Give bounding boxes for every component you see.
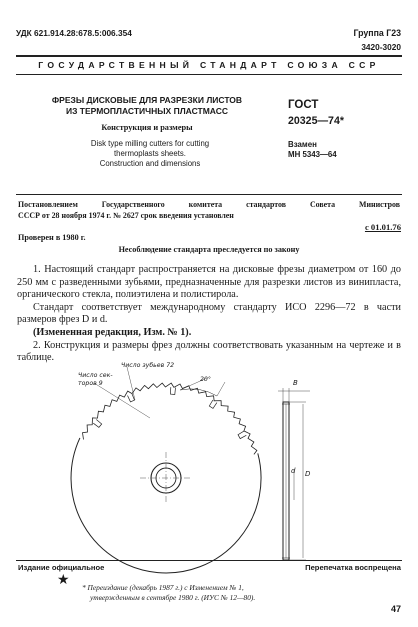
footer-rule (16, 560, 402, 561)
dim-label-D: D (305, 470, 311, 478)
sector-slot (170, 387, 175, 394)
official-edition: Издание официальное (18, 563, 105, 572)
title-ru-line1: ФРЕЗЫ ДИСКОВЫЕ ДЛЯ РАЗРЕЗКИ ЛИСТОВ (51, 95, 243, 105)
okp-code: 3420-3020 (361, 42, 401, 52)
paragraph-amendment: (Измененная редакция, Изм. № 1). (33, 326, 192, 338)
teeth-profile (83, 383, 257, 454)
decree-line1: Постановлением Государственного комитета стандартов Совета Министров (18, 200, 400, 209)
reprint-prohibited: Перепечатка воспрещена (305, 563, 401, 572)
sector-slot (93, 420, 101, 428)
star-icon: ★ (57, 572, 70, 588)
title-ru-line2: ИЗ ТЕРМОПЛАСТИЧНЫХ ПЛАСТМАСС (65, 106, 228, 116)
gost-number: 20325—74* (288, 115, 344, 127)
teeth-leader-line (127, 367, 135, 400)
title-en-line1: Disk type milling cutters for cutting (90, 139, 210, 148)
state-standard-heading: ГОСУДАРСТВЕННЫЙ СТАНДАРТ СОЮЗА ССР (38, 60, 380, 70)
footnote-line1: * Переиздание (декабрь 1987 г.) с Изменением № 1, (82, 583, 244, 592)
sector-slot (128, 394, 135, 402)
title-en-line3: Construction and dimensions (99, 159, 201, 168)
sector-slot (238, 431, 246, 439)
angle-line-2 (217, 382, 225, 396)
cutter-teeth (83, 383, 257, 454)
page-number: 47 (390, 604, 401, 614)
decree-line2: СССР от 28 ноября 1974 г. № 2627 срок введения установлен (18, 210, 234, 220)
checked-note: Проверен в 1980 г. (18, 233, 86, 242)
effective-date: с 01.01.76 (364, 222, 401, 232)
gost-label: ГОСТ (288, 99, 319, 111)
paragraph-1: 1. Настоящий стандарт распространяется на дисковые фрезы диаметром от 160 до 250 мм с разведенными зубьями, предназначенные для разрезки листов из винипласта, органического стекла, полиэтилена и полистирола. (17, 264, 401, 301)
sectors-label-line2: торов 9 (78, 380, 103, 387)
udk-code: УДК 621.914.28:678.5:006.354 (16, 28, 132, 38)
sectors-leader-line (94, 383, 150, 418)
title-en-line2: thermoplasts sheets. (114, 149, 186, 158)
replaces-label: Взамен (288, 140, 317, 149)
legal-warning: Несоблюдение стандарта преследуется по закону (118, 245, 300, 254)
cutter-front-view (71, 367, 261, 573)
sector-slot (209, 400, 217, 408)
group-code: Группа Г23 (353, 28, 401, 38)
replaces-standard: МН 5343—64 (288, 150, 337, 159)
sectors-count-label (78, 372, 113, 388)
paragraph-3: 2. Конструкция и размеры фрез должны соответствовать указанным на чертеже и в таблице. (17, 339, 401, 364)
angle-label: 20° (200, 376, 211, 383)
footnote-line2: утвержденным в сентябре 1980 г. (ИУС № 12—80). (90, 593, 256, 602)
title-ru-subtitle: Конструкция и размеры (101, 123, 193, 132)
cutter-disk-outline (71, 438, 261, 573)
dim-label-d: d (291, 467, 296, 475)
dim-label-b: B (293, 379, 298, 387)
teeth-count-label: Число зубьев 72 (121, 362, 175, 369)
paragraph-2: Стандарт соответствует международному стандарту ИСО 2296—72 в части размеров фрез D и d. (17, 301, 401, 326)
sectors-label-line1: Число сек- (78, 372, 113, 379)
